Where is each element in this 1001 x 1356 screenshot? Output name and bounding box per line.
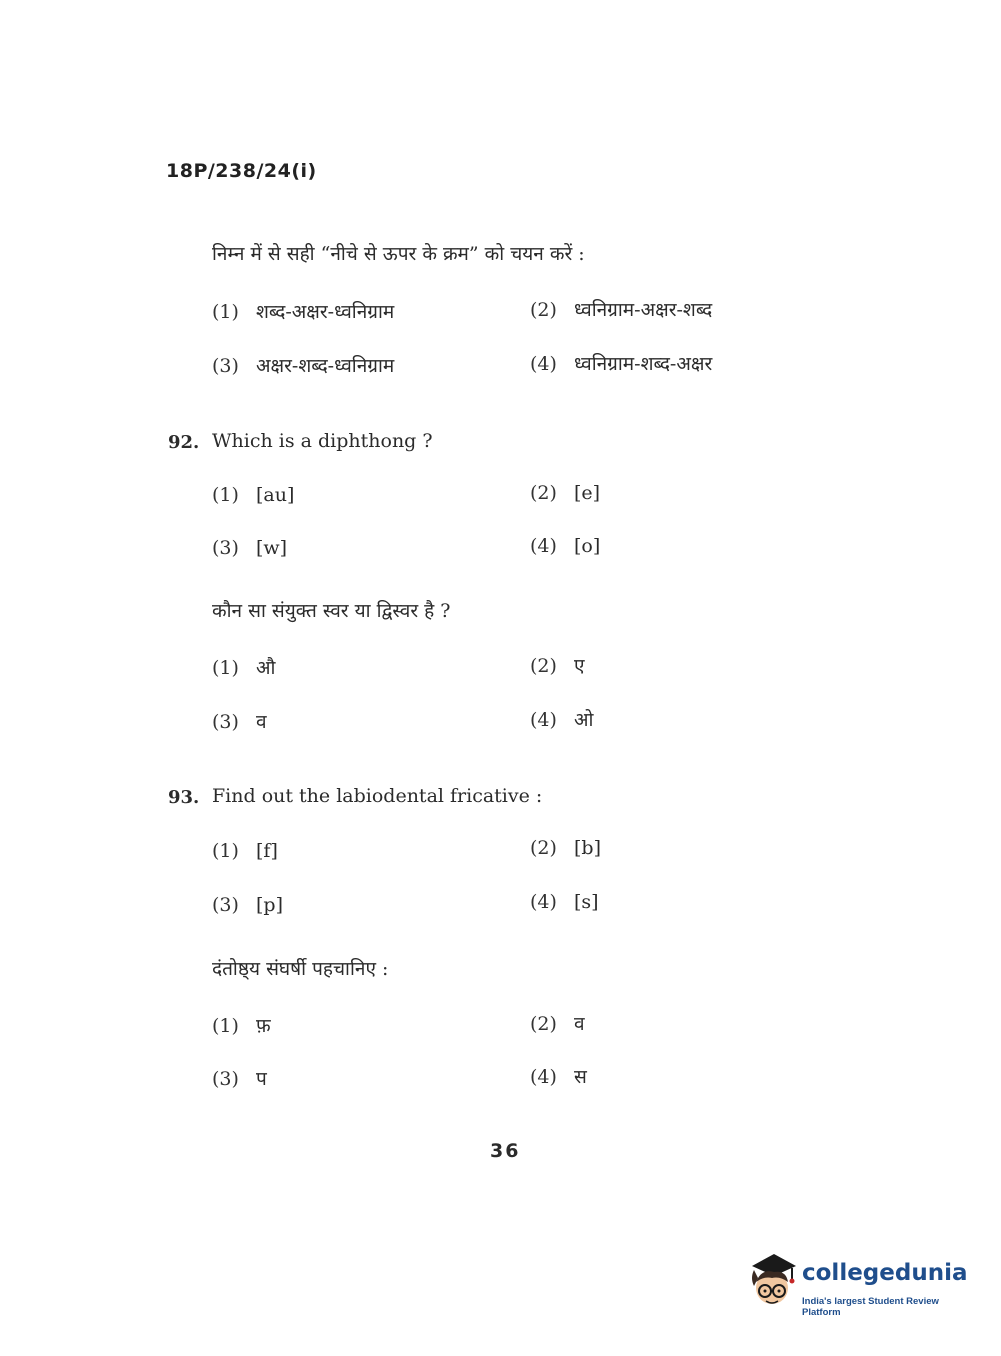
q92-hindi-option-4 <box>530 706 593 732</box>
q92-option-1 <box>212 484 294 506</box>
option-text: अक्षर-शब्द-ध्वनिग्राम <box>256 355 395 377</box>
option-text: व <box>256 711 267 733</box>
q93-option-4 <box>530 891 599 913</box>
option-number: (4) <box>530 535 557 557</box>
brand-tagline: India's largest Student Review Platform <box>802 1296 939 1318</box>
question-93-hindi-text: दंतोष्ठ्य संघर्षी पहचानिए : <box>212 958 389 980</box>
q92-hindi-option-1 <box>212 654 275 680</box>
option-number: (4) <box>530 353 557 375</box>
q93-hindi-option-1 <box>212 1012 271 1038</box>
option-number: (4) <box>530 1066 557 1088</box>
q93-hindi-option-4 <box>530 1063 587 1089</box>
q93-hindi-option-2 <box>530 1010 585 1036</box>
option-number: (2) <box>530 1013 557 1035</box>
q92-option-2 <box>530 482 600 504</box>
q92-option-3 <box>212 537 287 559</box>
option-number: (1) <box>212 301 239 323</box>
option-text: व <box>574 1013 585 1035</box>
option-text: [b] <box>574 837 601 859</box>
option-number: (4) <box>530 709 557 731</box>
q91-hindi-option-4 <box>530 350 712 376</box>
option-text: [au] <box>256 484 295 506</box>
brand-name: collegedunia <box>802 1260 968 1286</box>
option-number: (1) <box>212 657 239 679</box>
q92-option-4 <box>530 535 600 557</box>
option-text: [w] <box>256 537 288 559</box>
option-text: ए <box>574 655 585 677</box>
option-number: (1) <box>212 484 239 506</box>
page-number: 36 <box>490 1140 521 1162</box>
option-text: प <box>256 1068 267 1090</box>
option-text: [e] <box>574 482 601 504</box>
option-text: [f] <box>256 840 278 862</box>
question-93-number: 93. <box>168 787 200 808</box>
mascot-logo-icon <box>744 1248 800 1312</box>
q93-hindi-option-3 <box>212 1065 267 1091</box>
q91-hindi-option-1 <box>212 298 394 324</box>
option-number: (1) <box>212 1015 239 1037</box>
option-text: शब्द-अक्षर-ध्वनिग्राम <box>256 301 395 323</box>
option-text: [o] <box>574 535 601 557</box>
q91-hindi-option-2 <box>530 296 712 322</box>
q92-hindi-option-3 <box>212 708 267 734</box>
option-text: फ़ <box>256 1015 271 1037</box>
option-text: ओ <box>574 709 594 731</box>
option-number: (3) <box>212 355 239 377</box>
option-text: ध्वनिग्राम-अक्षर-शब्द <box>574 299 713 321</box>
option-number: (3) <box>212 1068 239 1090</box>
question-92-hindi-text: कौन सा संयुक्त स्वर या द्विस्वर है ? <box>212 600 451 622</box>
option-number: (1) <box>212 840 239 862</box>
option-text: ध्वनिग्राम-शब्द-अक्षर <box>574 353 713 375</box>
option-text: [p] <box>256 894 283 916</box>
question-93-text: Find out the labiodental fricative : <box>212 785 543 807</box>
option-number: (2) <box>530 655 557 677</box>
question-92-text: Which is a diphthong ? <box>212 430 433 452</box>
collegedunia-branding <box>744 1248 974 1320</box>
question-92-number: 92. <box>168 432 200 453</box>
option-number: (2) <box>530 299 557 321</box>
option-number: (3) <box>212 894 239 916</box>
option-text: स <box>574 1066 587 1088</box>
q93-option-3 <box>212 894 283 916</box>
option-text: औ <box>256 657 276 679</box>
option-number: (3) <box>212 711 239 733</box>
q91-hindi-option-3 <box>212 352 394 378</box>
option-text: [s] <box>574 891 599 913</box>
option-number: (2) <box>530 837 557 859</box>
question-91-hindi-text: निम्न में से सही “नीचे से ऊपर के क्रम” को चयन करें : <box>212 243 585 265</box>
q93-option-1 <box>212 840 278 862</box>
paper-code: 18P/238/24(i) <box>166 160 317 182</box>
option-number: (3) <box>212 537 239 559</box>
option-number: (2) <box>530 482 557 504</box>
q93-option-2 <box>530 837 601 859</box>
option-number: (4) <box>530 891 557 913</box>
q92-hindi-option-2 <box>530 652 585 678</box>
